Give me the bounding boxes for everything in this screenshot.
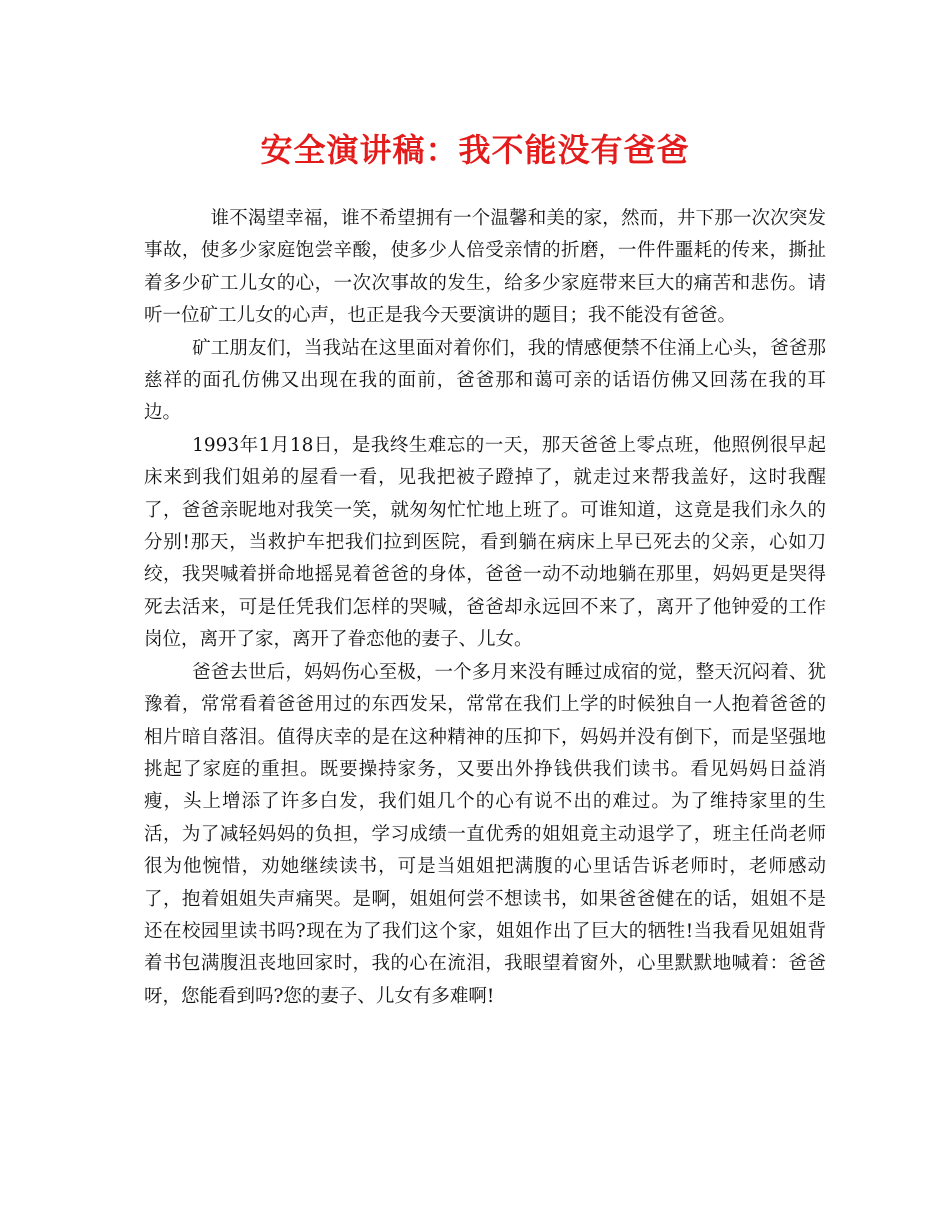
paragraph-aftermath: 爸爸去世后，妈妈伤心至极，一个多月来没有睡过成宿的觉，整天沉闷着、犹豫着，常常看着爸爸用过的东西发呆，常常在我们上学的时候独自一人抱着爸爸的相片暗自落泪。值得庆幸的是在这种精神的压抑下，妈妈并没有倒下，而是坚强地挑起了家庭的重担。既要操持家务，又要出外挣钱供我们读书。看见妈妈日益消瘦，头上增添了许多白发，我们姐几个的心有说不出的难过。为了维持家里的生活，为了减轻妈妈的负担，学习成绩一直优秀的姐姐竟主动退学了，班主任尚老师很为他惋惜，劝她继续读书，可是当姐姐把满腹的心里话告诉老师时，老师感动了，抱着姐姐失声痛哭。是啊，姐姐何尝不想读书，如果爸爸健在的话，姐姐不是还在校园里读书吗?现在为了我们这个家，姐姐作出了巨大的牺牲!当我看见姐姐背着书包满腹沮丧地回家时，我的心在流泪，我眼望着窗外，心里默默地喊着：爸爸呀，您能看到吗?您的妻子、儿女有多难啊!: [144, 661, 826, 1007]
paragraph-memory: 1993年1月18日，是我终生难忘的一天，那天爸爸上零点班，他照例很早起床来到我们姐弟的屋看一看，见我把被子蹬掉了，就走过来帮我盖好，这时我醒了，爸爸亲昵地对我笑一笑，就匆匆忙忙地上班了。可谁知道，这竟是我们永久的分别!那天，当救护车把我们拉到医院，看到躺在病床上早已死去的父亲，心如刀绞，我哭喊着拼命地摇晃着爸爸的身体，爸爸一动不动地躺在那里，妈妈更是哭得死去活来，可是任凭我们怎样的哭喊，爸爸却永远回不来了，离开了他钟爱的工作岗位，离开了家，离开了眷恋他的妻子、儿女。: [144, 434, 826, 651]
document-title: 安全演讲稿：我不能没有爸爸: [260, 131, 690, 169]
paragraph-address: 矿工朋友们，当我站在这里面对着你们，我的情感便禁不住涌上心头，爸爸那慈祥的面孔仿佛又出现在我的面前，爸爸那和蔼可亲的话语仿佛又回荡在我的耳边。: [144, 337, 826, 424]
document-body: [144, 203, 826, 1013]
paragraph-intro: 谁不渴望幸福，谁不希望拥有一个温馨和美的家，然而，井下那一次次突发事故，使多少家庭饱尝辛酸，使多少人倍受亲情的折磨，一件件噩耗的传来，撕扯着多少矿工儿女的心，一次次事故的发生，给多少家庭带来巨大的痛苦和悲伤。请听一位矿工儿女的心声，也正是我今天要演讲的题目；我不能没有爸爸。: [144, 208, 826, 327]
